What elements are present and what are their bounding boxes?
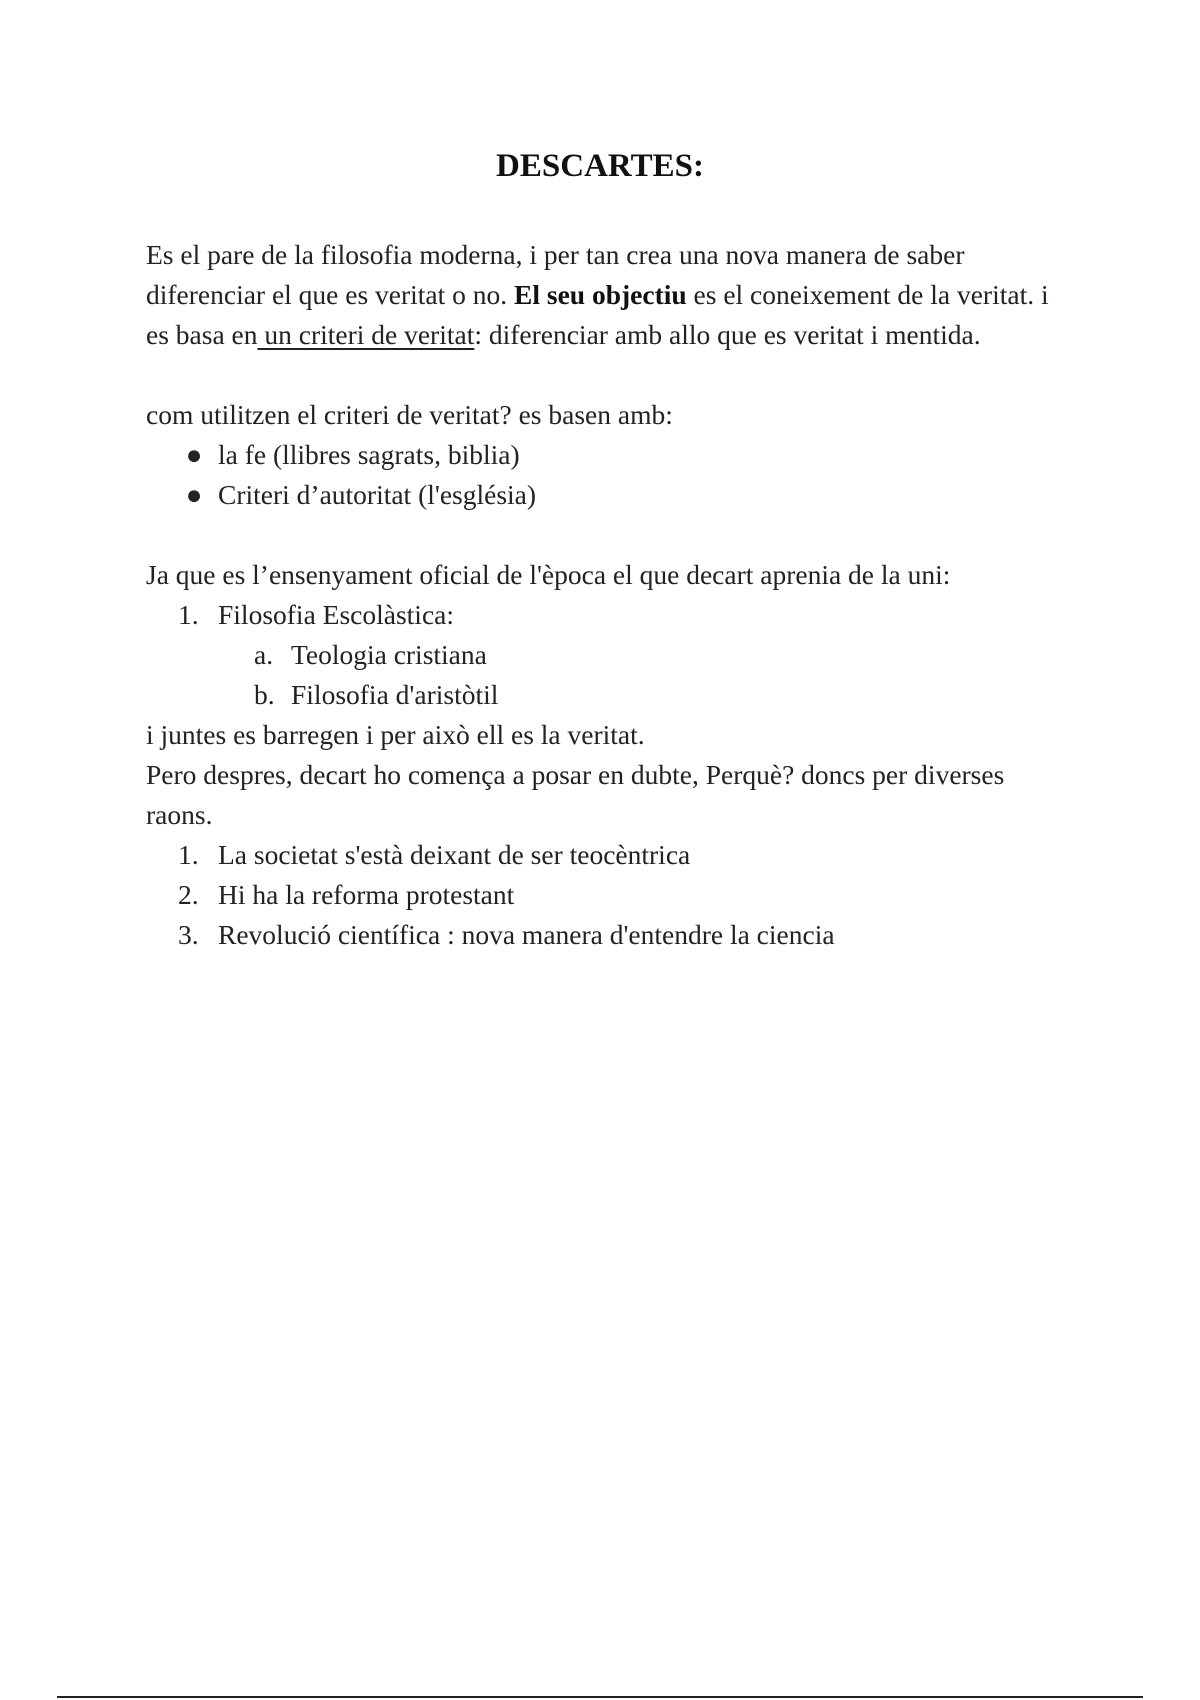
document-body	[146, 235, 1076, 955]
reasons-list	[146, 835, 1076, 955]
teaching-sublist	[146, 635, 1076, 715]
intro-bold-objective: El seu objectiu	[514, 279, 687, 310]
criteria-question: com utilitzen el criteri de veritat? es basen amb:	[146, 399, 673, 430]
list-item	[146, 595, 1076, 635]
paragraph-spacer	[146, 355, 1076, 395]
list-item	[146, 435, 1076, 475]
list-item	[146, 875, 1076, 915]
list-letter: b.	[254, 679, 275, 710]
list-number: 2.	[178, 879, 199, 910]
doubt-paragraph: Pero despres, decart ho comença a posar en dubte, Perquè? doncs per diverses raons.	[146, 759, 1005, 830]
list-text: Teologia cristiana	[291, 639, 487, 670]
bullet-icon: ●	[185, 439, 203, 470]
list-item	[146, 475, 1076, 515]
page-title: DESCARTES:	[496, 148, 704, 184]
intro-text-3: : diferenciar amb allo que es veritat i mentida.	[474, 319, 981, 350]
list-text: La societat s'està deixant de ser teocèntrica	[218, 839, 691, 870]
list-number: 1.	[178, 599, 199, 630]
list-item	[146, 635, 1076, 675]
bullet-text: Criteri d’autoritat (l'església)	[218, 479, 537, 510]
list-item	[146, 835, 1076, 875]
intro-text-2: es el coneixement de la veritat. i es basa en	[146, 279, 1049, 350]
teaching-intro: Ja que es l’ensenyament oficial de l'època el que decart aprenia de la uni:	[146, 559, 951, 590]
bullet-text: la fe (llibres sagrats, biblia)	[218, 439, 520, 470]
bullet-icon: ●	[185, 479, 203, 510]
list-letter: a.	[254, 639, 274, 670]
intro-paragraph	[146, 235, 1076, 355]
list-number: 3.	[178, 919, 199, 950]
list-text: Filosofia d'aristòtil	[291, 679, 499, 710]
list-text: Revolució científica : nova manera d'entendre la ciencia	[218, 919, 835, 950]
list-text: Filosofia Escolàstica:	[218, 599, 454, 630]
page-bottom-divider	[57, 1696, 1143, 1698]
list-text: Hi ha la reforma protestant	[218, 879, 515, 910]
list-number: 1.	[178, 839, 199, 870]
list-item	[146, 675, 1076, 715]
list-item	[146, 915, 1076, 955]
teaching-list	[146, 595, 1076, 635]
paragraph-spacer	[146, 515, 1076, 555]
intro-text-1: Es el pare de la filosofia moderna, i per tan crea una nova manera de saber diferenciar el que es veritat o no.	[146, 239, 965, 310]
teaching-conclusion: i juntes es barregen i per això ell es la veritat.	[146, 719, 645, 750]
intro-underlined-criterion: un criteri de veritat	[257, 319, 475, 350]
criteria-bullet-list	[146, 435, 1076, 515]
